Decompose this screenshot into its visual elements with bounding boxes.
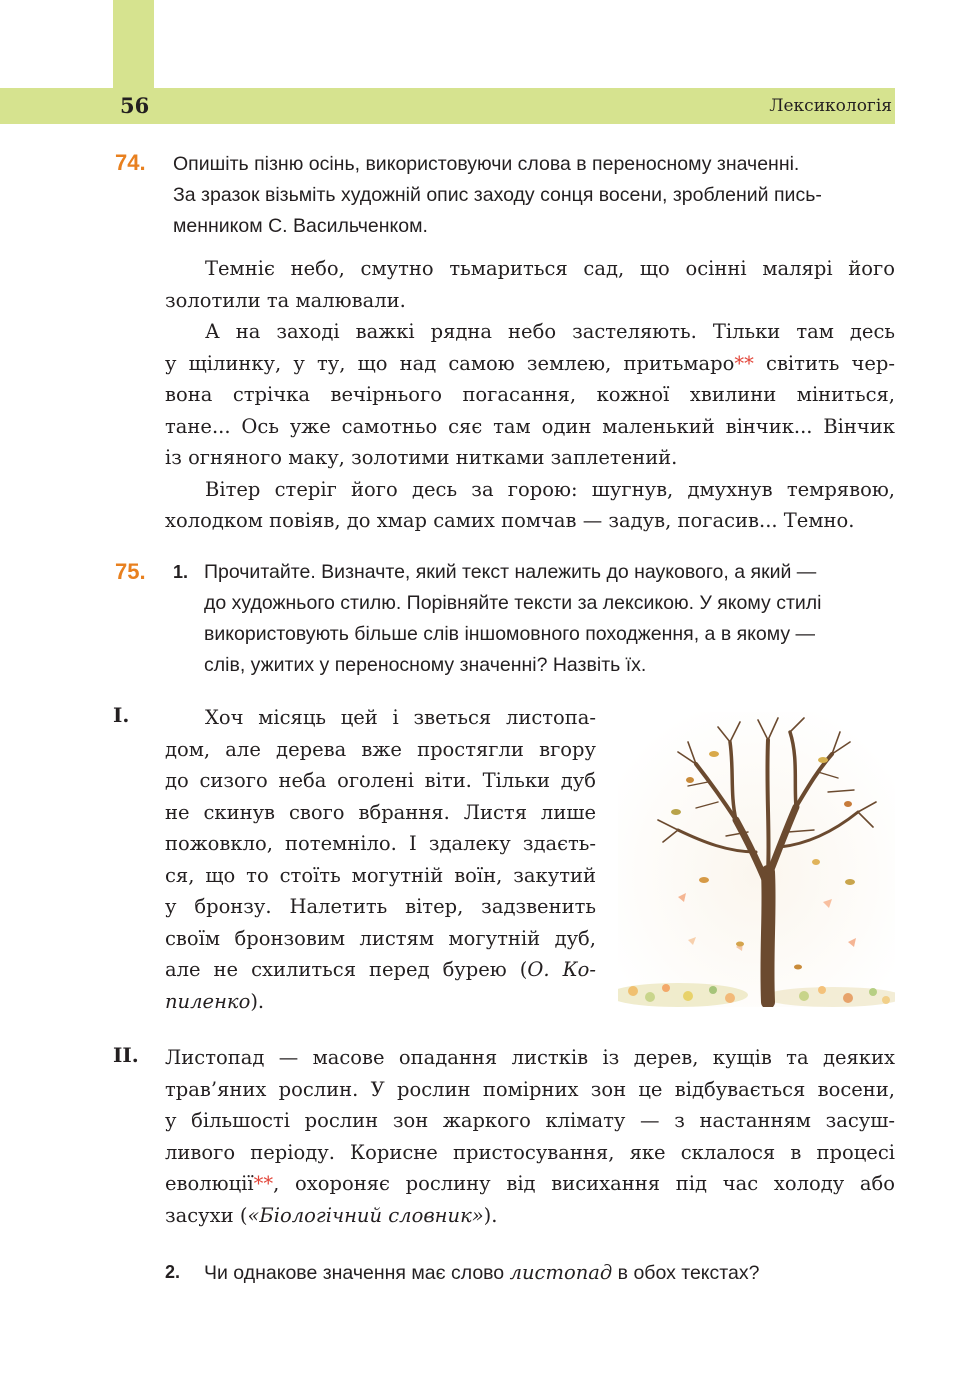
text-line: [165, 954, 596, 986]
task-text: в обох текстах?: [612, 1262, 760, 1284]
subtask-1-text: [204, 557, 904, 681]
text-fragment: еволюції: [165, 1172, 254, 1195]
author-name: О. Ко-: [527, 958, 596, 981]
text-line: [165, 1168, 895, 1200]
sample-line: Вітер стеріг його десь за горою: шугнув, дмухнув темрявою,: [205, 477, 895, 501]
text-1-label: I.: [113, 703, 130, 727]
footnote-marker: **: [734, 351, 754, 375]
page-number: 56: [120, 93, 150, 118]
footnote-marker: **: [253, 1172, 274, 1195]
section-title: Лексикологія: [769, 96, 892, 116]
text-line: ся, що то стоїть могутній воїн, закутий: [165, 863, 596, 887]
text-fragment: ).: [483, 1203, 498, 1227]
sample-line: [165, 348, 895, 380]
text-fragment: але не схилиться перед бурею (: [165, 958, 528, 981]
sample-text: у щілинку, у ту, що над самою землею, притьмаро: [165, 351, 735, 375]
text-line: дом, але дерева вже простягли вгору: [165, 737, 596, 761]
exercise-74-number: 74.: [115, 150, 146, 175]
text-line: не скинув свого вбрання. Листя лише: [165, 800, 596, 824]
task-line: менником С. Васильченком.: [173, 215, 428, 237]
text-fragment: ).: [250, 989, 265, 1013]
task-line: використовують більше слів іншомовного походження, а в якому —: [204, 623, 816, 645]
text-2-label: II.: [113, 1043, 139, 1067]
task-line: слів, ужитих у переносному значенні? Назвіть їх.: [204, 654, 647, 676]
sample-line: А на заході важкі рядна небо застеляють. Тільки там десь: [205, 320, 895, 343]
text-fragment: засухи (: [165, 1203, 248, 1227]
text-2-body: [165, 1042, 895, 1231]
text-line: ливого періоду. Корисне пристосування, яке склалося в процесі: [165, 1140, 895, 1164]
header-tab: [113, 0, 154, 88]
text-line: у більшості рослин зон жаркого клімату — з настанням засуш-: [165, 1109, 895, 1132]
sample-line: Темніє небо, смутно тьмариться сад, що осінні малярі його: [205, 257, 895, 280]
autumn-tree-illustration: [618, 712, 895, 1007]
source-name: «Біологічний словник»: [247, 1203, 484, 1227]
text-line: у бронзу. Налетить вітер, задзвенить: [165, 895, 596, 918]
sample-text: світить чер-: [753, 351, 895, 375]
exercise-74-task: [173, 149, 895, 242]
text-line: своїм бронзовим листям могутній дуб,: [165, 926, 596, 950]
text-1-body: [165, 702, 596, 1017]
highlighted-word: листопад: [509, 1261, 613, 1284]
text-line: Хоч місяць цей і зветься листопа-: [205, 706, 596, 729]
task-text: Чи однакове значення має слово: [204, 1262, 510, 1284]
author-name: пиленко: [165, 989, 251, 1013]
sample-line: золотили та малювали.: [165, 288, 406, 312]
sample-line: із огняного маку, золотими нитками заплетений.: [165, 446, 678, 469]
exercise-75-number: 75.: [115, 559, 146, 584]
task-line: За зразок візьміть художній опис заходу сонця восени, зроблений пись-: [173, 184, 822, 206]
task-line: Прочитайте. Визначте, який текст належить до наукового, а який —: [204, 561, 817, 583]
sample-line: тане... Ось уже самотньо сяє там один маленький вінчик... Вінчик: [165, 414, 895, 438]
text-line: трав’яних рослин. У рослин помірних зон це відбувається восени,: [165, 1077, 895, 1101]
text-line: [165, 1200, 895, 1232]
text-line: пожовкло, потемніло. І здалеку здаєть-: [165, 832, 596, 855]
text-line: Листопад — масове опадання листків із дерев, кущів та деяких: [165, 1046, 895, 1069]
text-fragment: , охороняє рослину від висихання під час холоду або: [273, 1172, 895, 1195]
sample-line: вона стрічка вечірнього погасання, кожної хвилини міниться,: [165, 383, 895, 406]
subtask-2-text: [204, 1257, 904, 1289]
sample-line: холодком повіяв, до хмар самих помчав — задув, погасив... Темно.: [165, 509, 855, 532]
task-line: Опишіть пізню осінь, використовуючи слова в переносному значенні.: [173, 153, 800, 175]
task-line: до художнього стилю. Порівняйте тексти за лексикою. У якому стилі: [204, 592, 822, 614]
subtask-1-number: 1.: [173, 562, 189, 582]
exercise-74-sample-text: [165, 253, 895, 537]
subtask-2-number: 2.: [165, 1262, 181, 1282]
text-line: до сизого неба оголені віти. Тільки дуб: [165, 769, 596, 792]
text-line: [165, 986, 596, 1018]
